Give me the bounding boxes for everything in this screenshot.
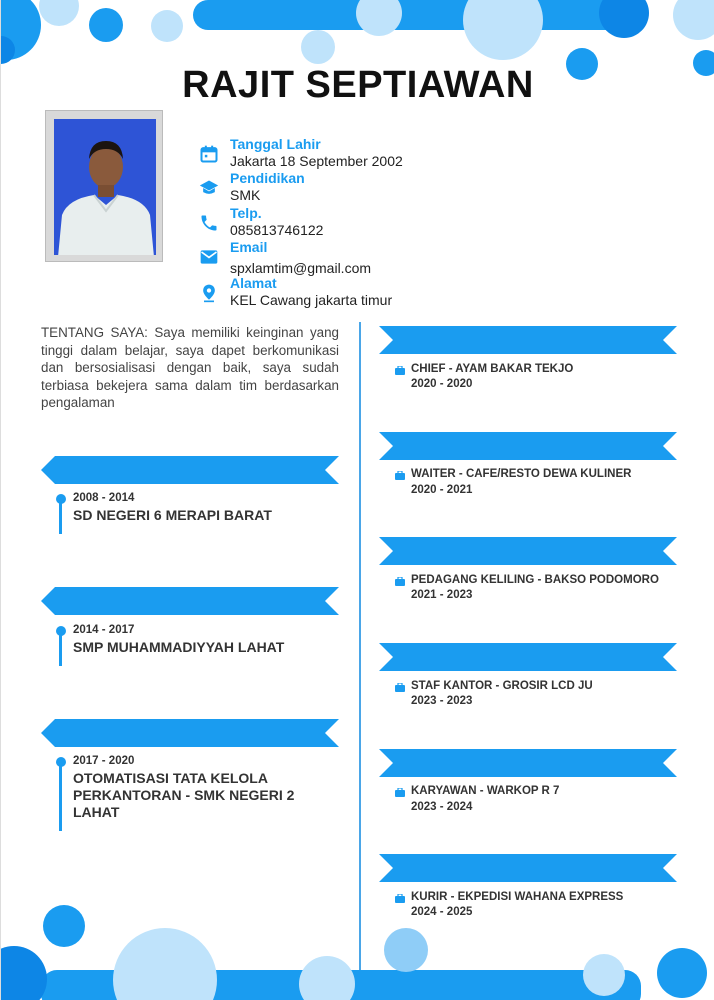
graduation-cap-icon	[199, 178, 219, 198]
experience-ribbon	[379, 432, 677, 460]
timeline-dot	[56, 494, 66, 504]
calendar-icon	[199, 144, 219, 164]
job-years: 2020 - 2021	[411, 484, 473, 496]
person-name: RAJIT SEPTIAWAN	[182, 64, 534, 106]
address-value: KEL Cawang jakarta timur	[230, 292, 393, 308]
phone-label: Telp.	[230, 205, 262, 221]
briefcase-icon	[395, 366, 405, 375]
experience-ribbon	[379, 749, 677, 777]
education-ribbon	[41, 719, 339, 747]
experience-ribbon	[379, 326, 677, 354]
briefcase-icon	[395, 577, 405, 586]
job-title: PEDAGANG KELILING - BAKSO PODOMORO	[411, 574, 659, 586]
birth-label: Tanggal Lahir	[230, 136, 321, 152]
education-school: OTOMATISASI TATA KELOLA PERKANTORAN - SMK NEGERI 2 LAHAT	[73, 770, 295, 820]
job-years: 2023 - 2023	[411, 695, 473, 707]
briefcase-icon	[395, 788, 405, 797]
education-ribbon	[41, 456, 339, 484]
experience-ribbon	[379, 854, 677, 882]
about-text: TENTANG SAYA: Saya memiliki keinginan yang tinggi dalam belajar, saya dapet berkomunikasi dan bersosialisasi dengan baik, saya sudah terbiasa bekejera sama dalam tim berdasarkan pengalaman	[41, 325, 339, 410]
briefcase-icon	[395, 894, 405, 903]
briefcase-icon	[395, 471, 405, 480]
email-value: spxlamtim@gmail.com	[230, 260, 372, 276]
job-title: CHIEF - AYAM BAKAR TEKJO	[411, 363, 574, 375]
phone-icon	[199, 213, 219, 233]
education-school: SMP MUHAMMADIYYAH LAHAT	[73, 639, 285, 655]
birth-value: Jakarta 18 September 2002	[230, 153, 403, 169]
briefcase-icon	[395, 683, 405, 692]
email-icon	[199, 247, 219, 267]
job-years: 2021 - 2023	[411, 589, 473, 601]
job-years: 2020 - 2020	[411, 378, 473, 390]
job-title: KARYAWAN - WARKOP R 7	[411, 785, 560, 797]
job-years: 2023 - 2024	[411, 801, 473, 813]
education-school: SD NEGERI 6 MERAPI BARAT	[73, 507, 272, 523]
timeline-dot	[56, 757, 66, 767]
column-divider	[359, 322, 361, 1000]
education-value: SMK	[230, 187, 261, 203]
education-ribbon	[41, 587, 339, 615]
profile-photo	[45, 110, 163, 262]
location-pin-icon	[199, 283, 219, 303]
education-label: Pendidikan	[230, 170, 305, 186]
experience-ribbon	[379, 643, 677, 671]
timeline-dot	[56, 626, 66, 636]
email-label: Email	[230, 239, 268, 255]
job-years: 2024 - 2025	[411, 906, 473, 918]
experience-ribbon	[379, 537, 677, 565]
education-years: 2008 - 2014	[73, 492, 135, 504]
education-years: 2017 - 2020	[73, 755, 135, 767]
job-title: WAITER - CAFE/RESTO DEWA KULINER	[411, 468, 632, 480]
job-title: STAF KANTOR - GROSIR LCD JU	[411, 680, 593, 692]
job-title: KURIR - EKPEDISI WAHANA EXPRESS	[411, 891, 624, 903]
phone-value: 085813746122	[230, 222, 324, 238]
address-label: Alamat	[230, 275, 277, 291]
education-years: 2014 - 2017	[73, 624, 135, 636]
